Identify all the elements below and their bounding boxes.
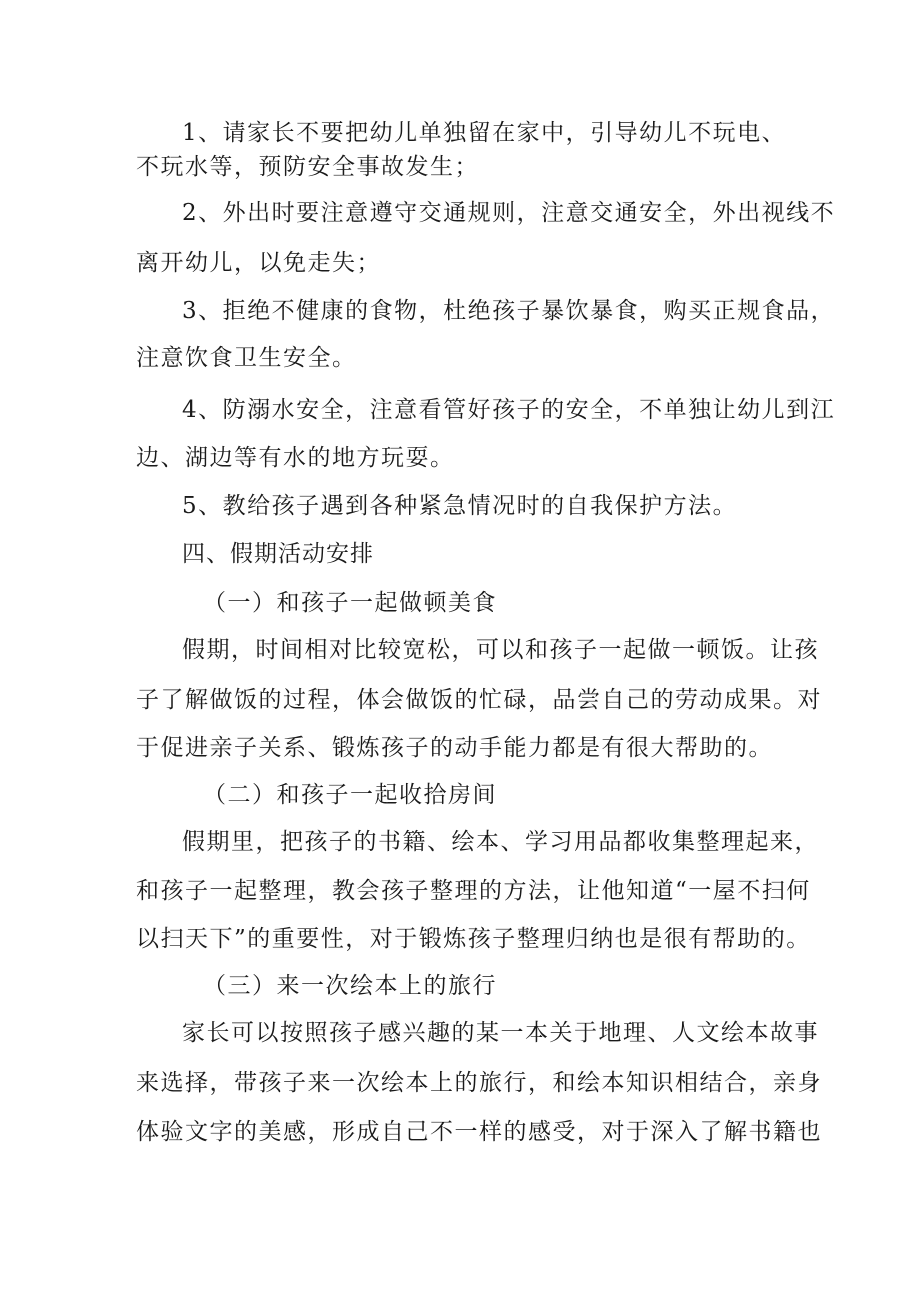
safety-item-5-line-1: 5、教给孩子遇到各种紧急情况时的自我保护方法。	[182, 493, 738, 519]
safety-item-1-line-2: 不玩水等，预防安全事故发生；	[136, 154, 479, 180]
activity-2-title: （二）和孩子一起收拾房间	[203, 782, 497, 808]
safety-item-4-line-1: 4、防溺水安全，注意看管好孩子的安全，不单独让幼儿到江	[182, 397, 836, 423]
activity-1-title: （一）和孩子一起做顿美食	[203, 590, 497, 616]
activity-2-line-1: 假期里，把孩子的书籍、绘本、学习用品都收集整理起来，	[182, 829, 819, 855]
activity-3-line-2: 来选择，带孩子来一次绘本上的旅行，和绘本知识相结合，亲身	[136, 1070, 822, 1096]
activity-3-line-1: 家长可以按照孩子感兴趣的某一本关于地理、人文绘本故事	[182, 1020, 819, 1046]
activity-2-line-3: 以扫天下”的重要性，对于锻炼孩子整理归纳也是很有帮助的。	[136, 926, 811, 952]
activity-2-line-2: 和孩子一起整理，教会孩子整理的方法，让他知道“一屋不扫何	[136, 878, 811, 904]
safety-item-3-line-1: 3、拒绝不健康的食物，杜绝孩子暴饮暴食，购买正规食品，	[182, 298, 836, 324]
safety-item-3-line-2: 注意饮食卫生安全。	[136, 345, 357, 371]
safety-item-4-line-2: 边、湖边等有水的地方玩耍。	[136, 445, 455, 471]
safety-item-2-line-2: 离开幼儿，以免走失；	[136, 250, 381, 276]
safety-item-1-line-1: 1、请家长不要把幼儿单独留在家中，引导幼儿不玩电、	[182, 120, 787, 146]
safety-item-2-line-1: 2、外出时要注意遵守交通规则，注意交通安全，外出视线不	[182, 200, 836, 226]
activity-3-line-3: 体验文字的美感，形成自己不一样的感受，对于深入了解书籍也	[136, 1119, 822, 1145]
activity-1-line-1: 假期，时间相对比较宽松，可以和孩子一起做一顿饭。让孩	[182, 637, 819, 663]
activity-1-line-2: 子了解做饭的过程，体会做饭的忙碌，品尝自己的劳动成果。对	[136, 687, 822, 713]
activity-3-title: （三）来一次绘本上的旅行	[203, 973, 497, 999]
section-heading: 四、假期活动安排	[182, 541, 374, 567]
activity-1-line-3: 于促进亲子关系、锻炼孩子的动手能力都是有很大帮助的。	[136, 735, 773, 761]
